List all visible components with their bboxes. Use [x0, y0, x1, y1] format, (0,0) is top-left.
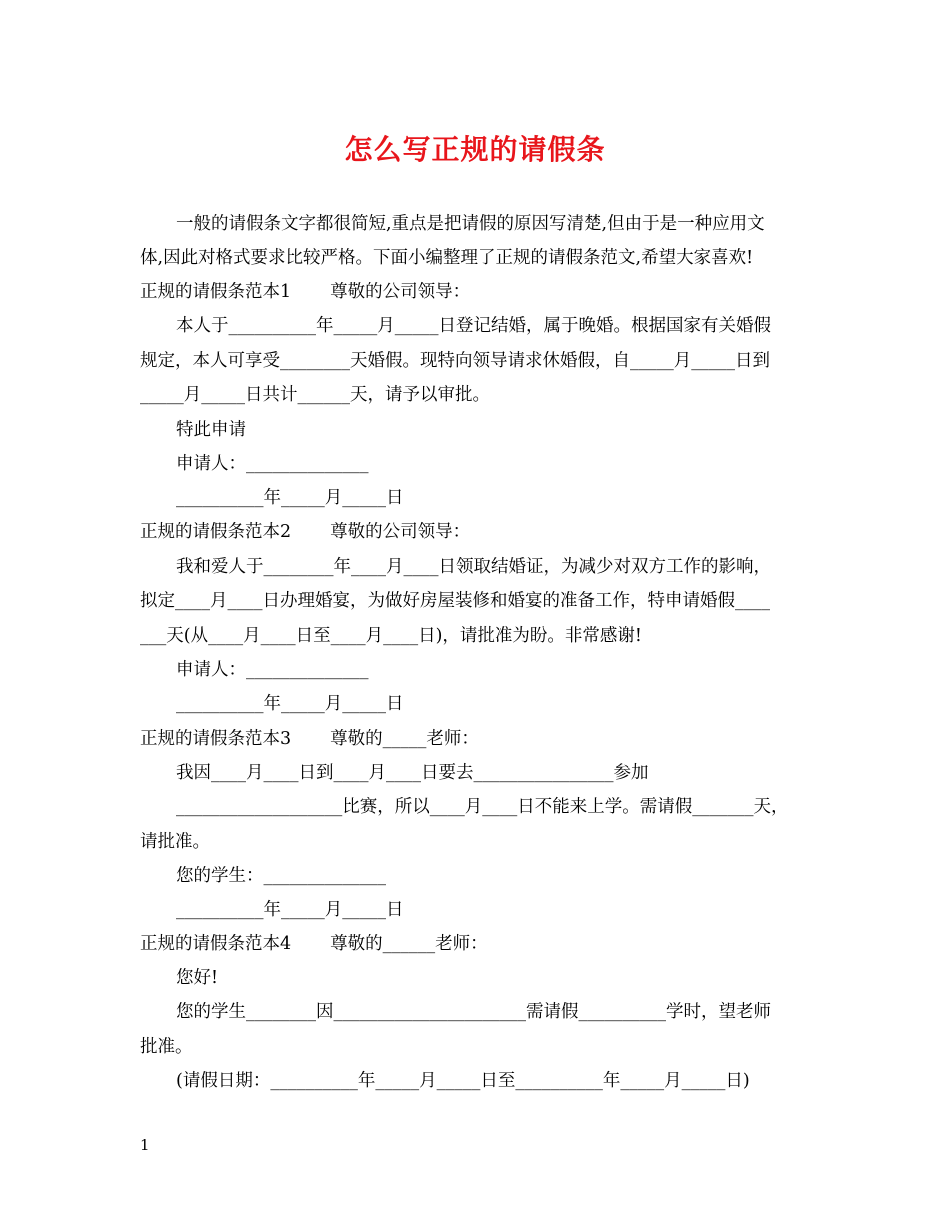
sample-1-body-1: 本人于__________年_____月_____日登记结婚，属于晚婚。根据国家有关婚假 — [176, 316, 771, 336]
sample-4-greeting: 您好! — [176, 968, 219, 988]
sample-3-date: __________年_____月_____日 — [176, 900, 404, 920]
sample-4-dates: (请假日期：__________年_____月_____日至__________年_____月_____日) — [176, 1071, 750, 1091]
document-title: 怎么写正规的请假条 — [344, 133, 606, 166]
intro-line-2: 体,因此对格式要求比较严格。下面小编整理了正规的请假条范文,希望大家喜欢! — [140, 248, 754, 268]
sample-2-body-2: 拟定____月____日办理婚宴，为做好房屋装修和婚宴的准备工作，特申请婚假____ — [140, 591, 770, 611]
sample-3-body-2: ___________________比赛，所以____月____日不能来上学。需请假_______天， — [176, 797, 789, 817]
page-number: 1 — [140, 1136, 150, 1154]
sample-3-student: 您的学生：______________ — [176, 866, 386, 886]
sample-1-date: __________年_____月_____日 — [176, 488, 404, 508]
sample-1-heading: 正规的请假条范本1 尊敬的公司领导： — [140, 282, 471, 302]
sample-4-heading: 正规的请假条范本4 尊敬的______老师： — [140, 934, 488, 954]
sample-1-body-3: _____月_____日共计______天，请予以审批。 — [140, 385, 490, 405]
sample-2-date: __________年_____月_____日 — [176, 694, 404, 714]
sample-4-body-2: 批准。 — [140, 1037, 193, 1057]
sample-3-body-3: 请批准。 — [140, 832, 210, 852]
sample-1-applicant: 申请人：______________ — [176, 454, 369, 474]
intro-line-1: 一般的请假条文字都很简短,重点是把请假的原因写清楚,但由于是一种应用文 — [176, 214, 765, 234]
sample-2-applicant: 申请人：______________ — [176, 660, 369, 680]
sample-4-body-1: 您的学生________因______________________需请假__________学时，望老师 — [176, 1002, 771, 1022]
sample-2-body-1: 我和爱人于________年____月____日领取结婚证，为减少对双方工作的影响， — [176, 557, 771, 577]
sample-2-heading: 正规的请假条范本2 尊敬的公司领导： — [140, 522, 471, 542]
sample-2-body-3: ___天(从____月____日至____月____日)，请批准为盼。非常感谢! — [140, 626, 642, 646]
sample-3-heading: 正规的请假条范本3 尊敬的_____老师： — [140, 729, 479, 749]
sample-1-body-2: 规定，本人可享受________天婚假。现特向领导请求休婚假，自_____月_____日到 — [140, 351, 770, 371]
sample-3-body-1: 我因____月____日到____月____日要去________________参加 — [176, 763, 649, 783]
sample-1-closing: 特此申请 — [176, 420, 246, 440]
